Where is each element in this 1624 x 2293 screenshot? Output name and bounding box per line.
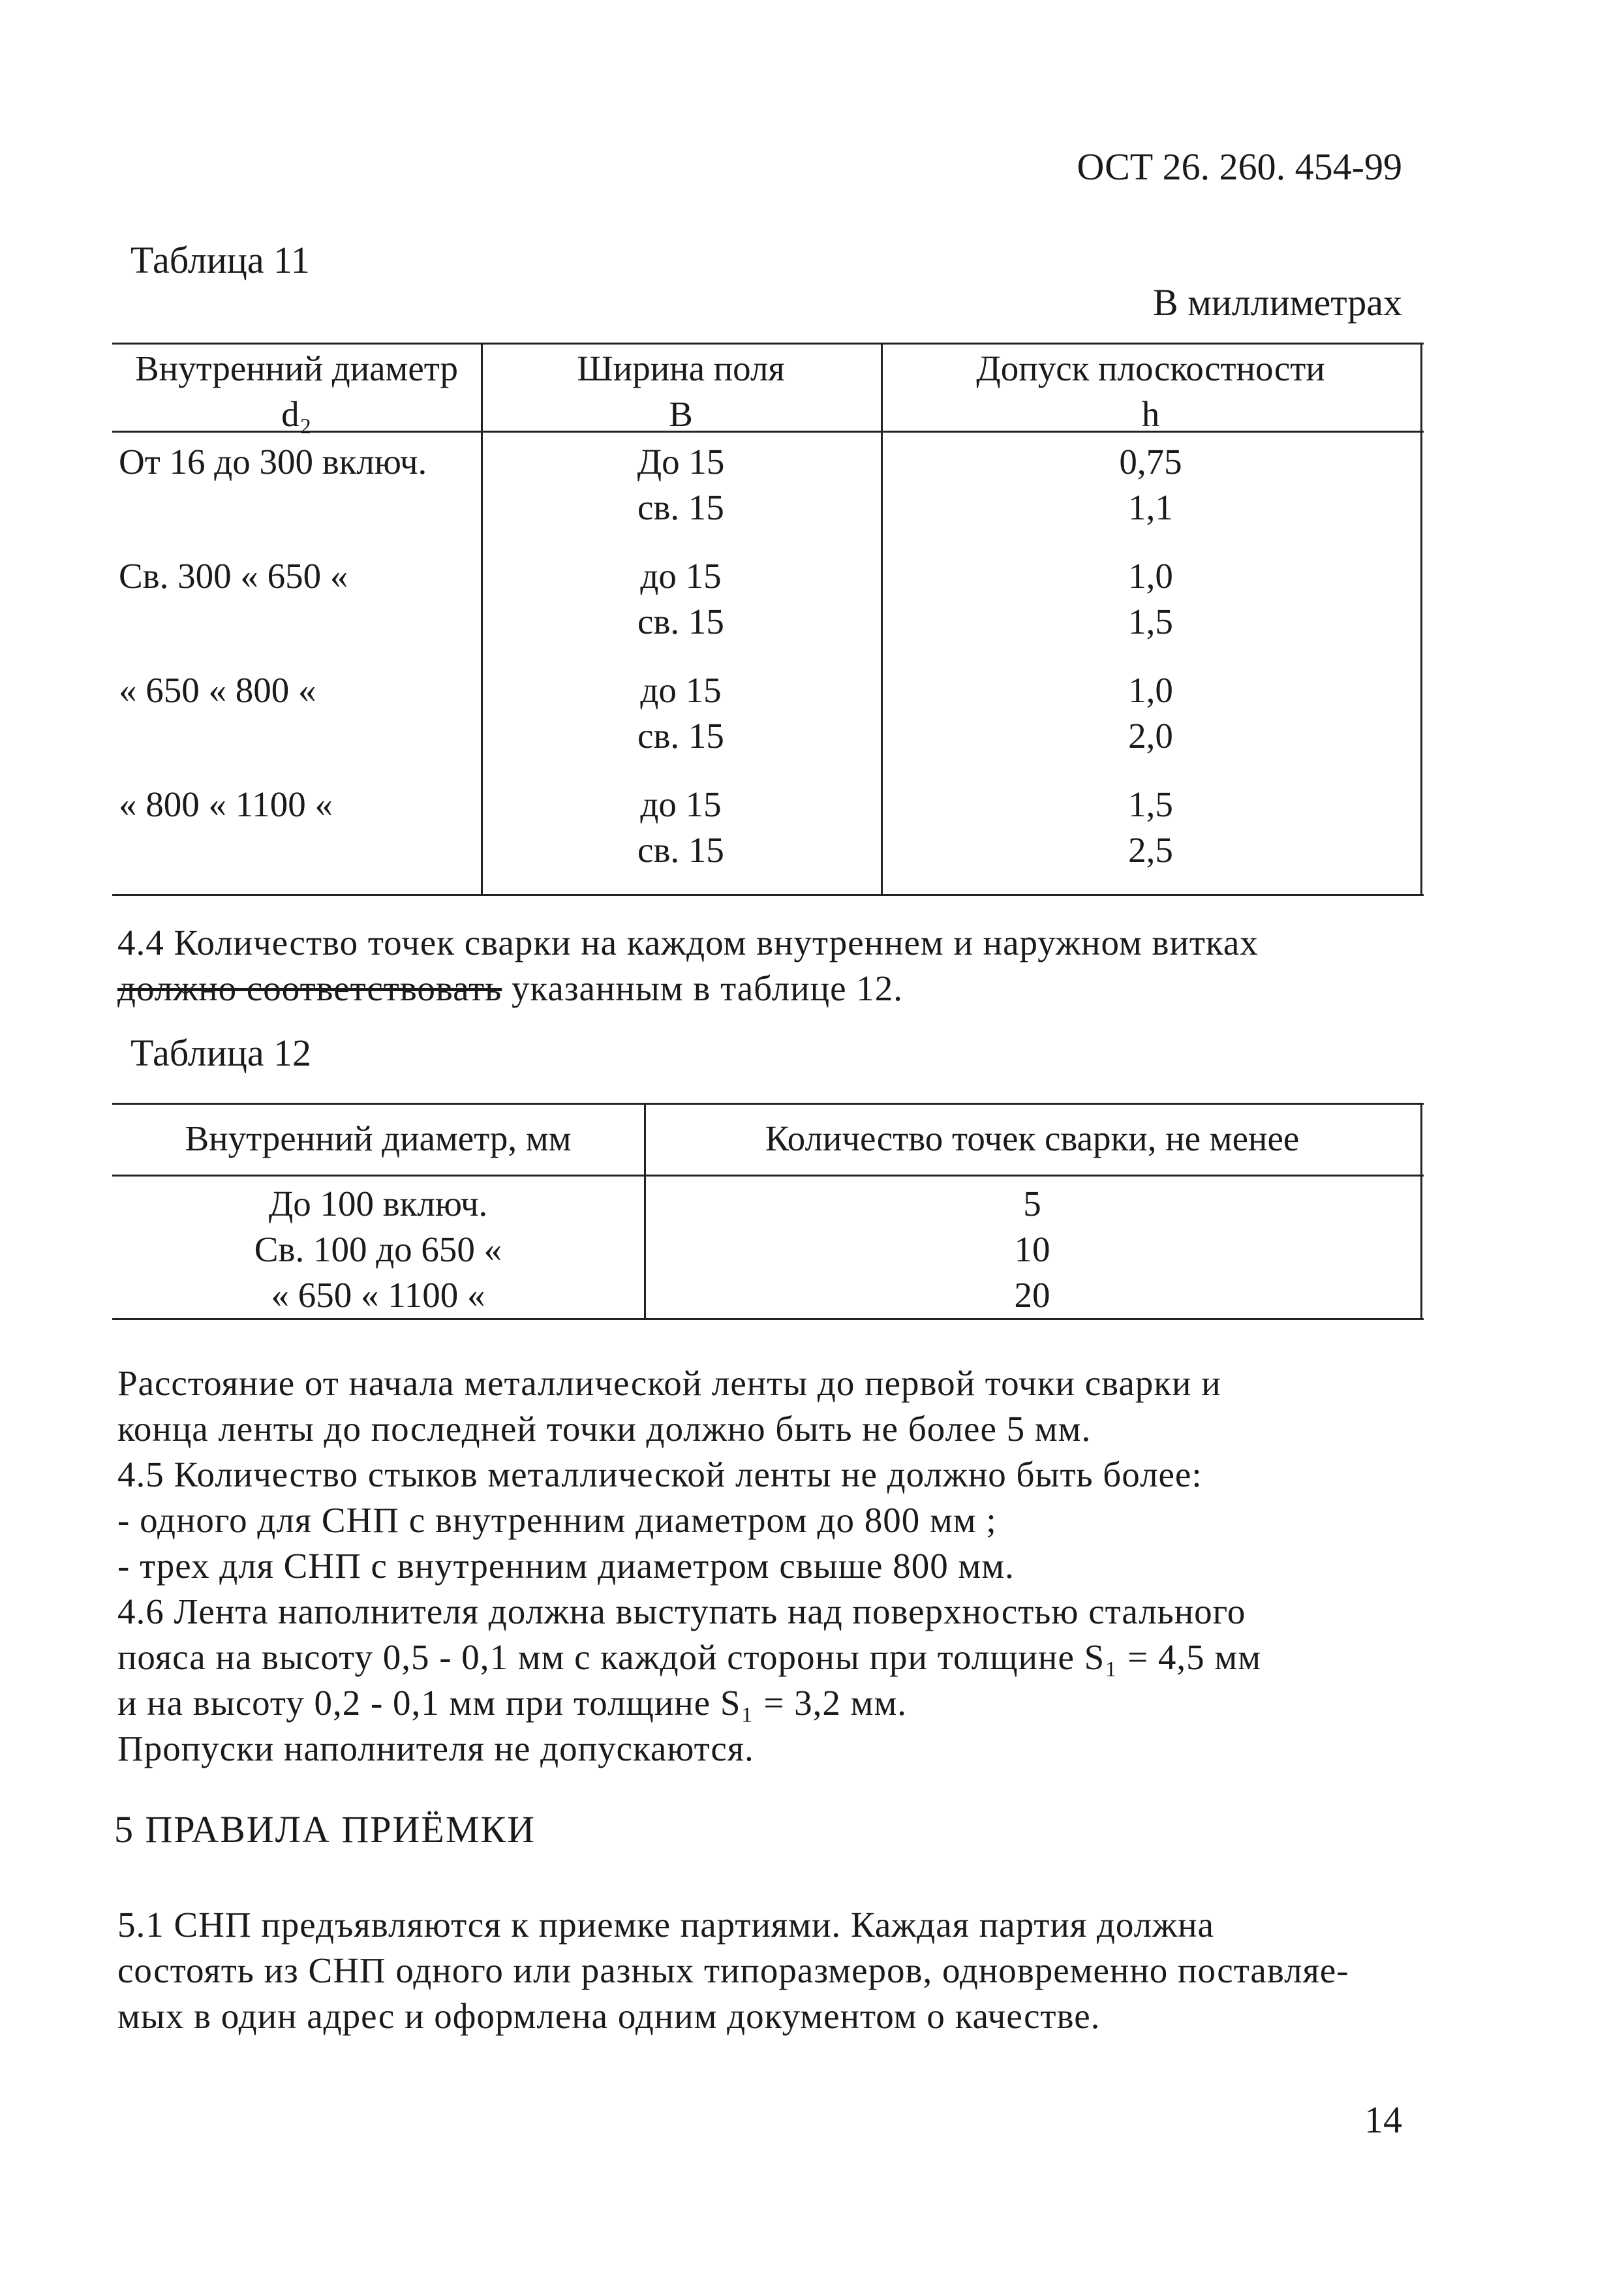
header-inner-diameter: Внутренний диаметр, мм (185, 1118, 572, 1158)
width-value: до 15 (640, 784, 722, 824)
width-value: св. 15 (637, 602, 724, 641)
paragraph-line: 4.5 Количество стыков металлической ленты не должно быть более: (117, 1454, 1203, 1494)
width-value: св. 15 (637, 830, 724, 870)
diameter-range: Св. 300 « 650 « (119, 556, 348, 596)
tolerance-value: 0,75 (1119, 442, 1182, 482)
header-label: Ширина поля (577, 348, 785, 388)
table-top-rule (112, 343, 1424, 345)
weld-count: 5 (1023, 1184, 1041, 1223)
header-inner-diameter (112, 346, 481, 437)
clause-text: указанным в таблице 12. (502, 968, 904, 1008)
header-label: Внутренний диаметр (135, 348, 458, 388)
list-item: - одного для СНП с внутренним диаметром до 800 мм ; (117, 1500, 997, 1540)
clause-line: 4.4 Количество точек сварки на каждом внутреннем и наружном витках (117, 923, 1259, 962)
tolerance-value: 1,5 (1128, 602, 1173, 641)
header-symbol: В (669, 394, 693, 434)
tolerance-value: 1,1 (1128, 487, 1173, 527)
header-symbol: h (1141, 394, 1160, 434)
header-symbol: d₂ (281, 394, 312, 434)
struck-text: должно соответствовать (117, 968, 502, 1008)
weld-count: 20 (1014, 1275, 1050, 1315)
table-11 (112, 343, 1424, 897)
section-heading: 5 ПРАВИЛА ПРИЁМКИ (114, 1808, 536, 1851)
table-right-border (1420, 1103, 1422, 1320)
clause-4-4 (117, 920, 1429, 1011)
table-bottom-rule (112, 894, 1424, 896)
tolerance-value: 1,0 (1128, 556, 1173, 596)
table-header-rule (112, 1175, 1424, 1177)
width-value: до 15 (640, 670, 722, 710)
paragraph-line: Пропуски наполнителя не допускаются. (117, 1729, 754, 1768)
tolerance-value: 1,0 (1128, 670, 1173, 710)
table-12 (112, 1103, 1424, 1351)
paragraph-line: Расстояние от начала металлической ленты до первой точки сварки и (117, 1363, 1221, 1403)
width-value: До 15 (637, 442, 725, 482)
header-field-width (481, 346, 881, 437)
diameter-range: До 100 включ. (268, 1184, 488, 1223)
width-value: до 15 (640, 556, 722, 596)
paragraph-line: конца ленты до последней точки должно быть не более 5 мм. (117, 1409, 1092, 1449)
header-flatness-tolerance (881, 346, 1420, 437)
tolerance-value: 2,5 (1128, 830, 1173, 870)
diameter-range: От 16 до 300 включ. (119, 442, 427, 482)
header-weld-points: Количество точек сварки, не менее (765, 1118, 1300, 1158)
table-row (112, 782, 1424, 873)
section-5-text (117, 1902, 1429, 2039)
diameter-range: Св. 100 до 650 « (254, 1229, 502, 1269)
paragraph-line: мых в один адрес и оформлена одним документом о качестве. (117, 1996, 1101, 2036)
diameter-range: « 650 « 1100 « (271, 1275, 485, 1315)
width-value: св. 15 (637, 716, 724, 756)
paragraph-line: 5.1 СНП предъявляются к приемке партиями. Каждая партия должна (117, 1905, 1214, 1945)
tolerance-value: 1,5 (1128, 784, 1173, 824)
units-label: В миллиметрах (1152, 281, 1402, 324)
header-label: Допуск плоскостности (976, 348, 1325, 388)
diameter-range: « 650 « 800 « (119, 670, 316, 710)
body-text (117, 1361, 1429, 1772)
clause-line (117, 966, 1429, 1011)
document-code: ОСТ 26. 260. 454-99 (1077, 146, 1402, 188)
table-row (112, 439, 1424, 531)
paragraph-line: пояса на высоту 0,5 - 0,1 мм с каждой стороны при толщине S₁ = 4,5 мм (117, 1637, 1262, 1677)
table-bottom-rule (112, 1318, 1424, 1320)
tolerance-value: 2,0 (1128, 716, 1173, 756)
table-11-caption: Таблица 11 (130, 239, 310, 281)
list-item: - трех для СНП с внутренним диаметром свыше 800 мм. (117, 1546, 1015, 1586)
page-number: 14 (1364, 2099, 1402, 2141)
paragraph-line: и на высоту 0,2 - 0,1 мм при толщине S₁ = 3,2 мм. (117, 1683, 908, 1723)
width-value: св. 15 (637, 487, 724, 527)
table-row (112, 668, 1424, 759)
table-12-caption: Таблица 12 (130, 1032, 312, 1074)
table-top-rule (112, 1103, 1424, 1105)
paragraph-line: состоять из СНП одного или разных типоразмеров, одновременно поставляе- (117, 1950, 1349, 1990)
paragraph-line: 4.6 Лента наполнителя должна выступать над поверхностью стального (117, 1592, 1246, 1631)
diameter-range: « 800 « 1100 « (119, 784, 333, 824)
table-row (112, 553, 1424, 645)
weld-count: 10 (1014, 1229, 1050, 1269)
